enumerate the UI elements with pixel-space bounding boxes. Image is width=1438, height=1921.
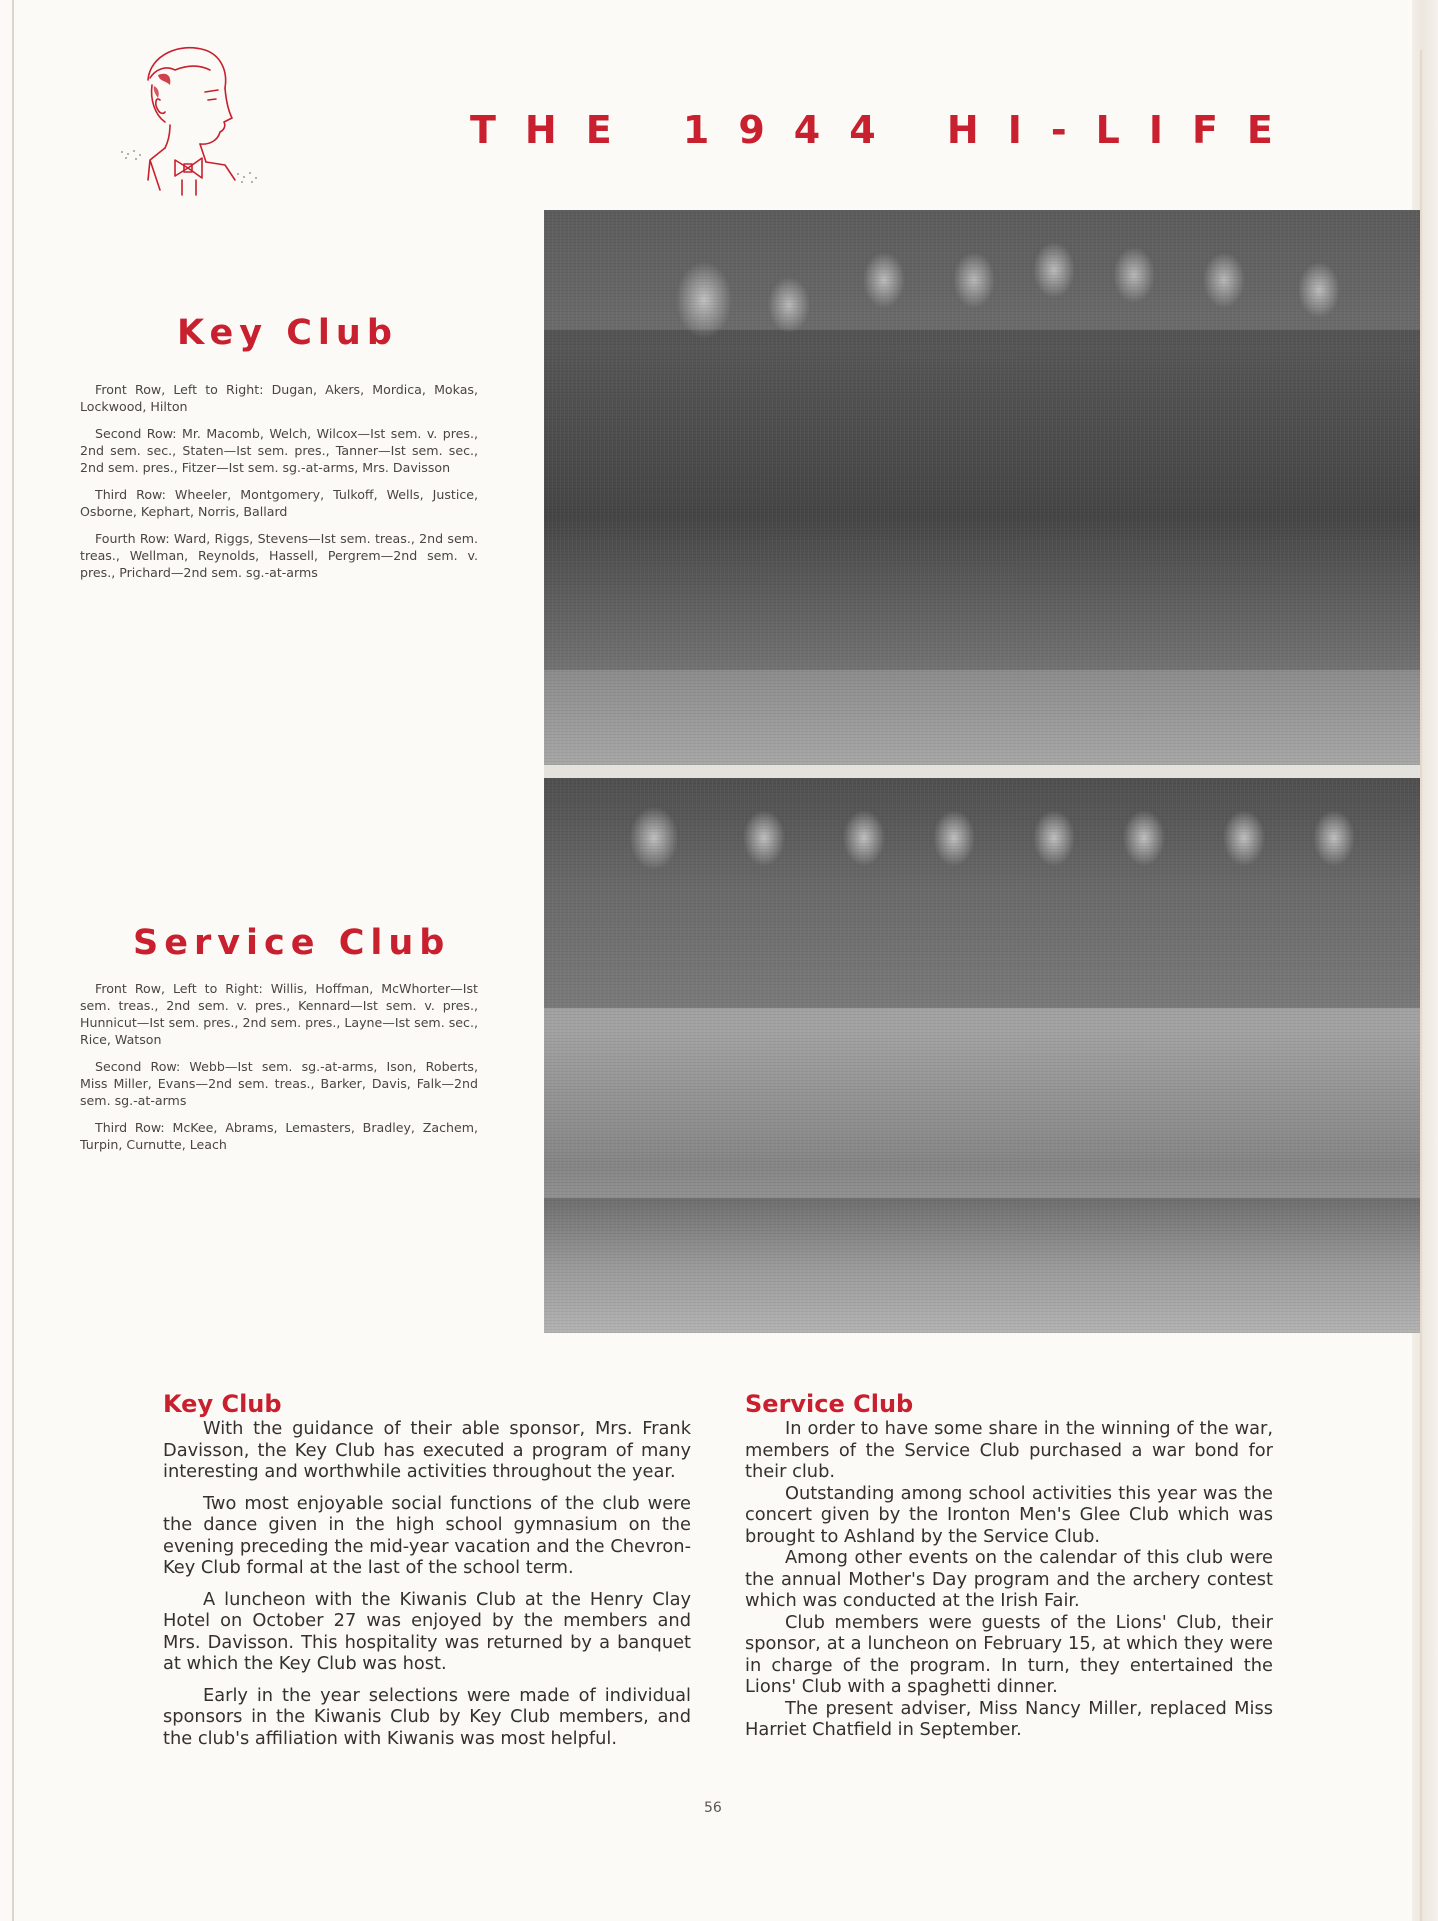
service-club-article [745, 1390, 1273, 1741]
page-edge-left [12, 0, 14, 1921]
running-head: THE 1944 HI-LIFE [470, 108, 1302, 152]
service-club-caption [80, 980, 478, 1163]
key-club-article-paragraph: Two most enjoyable social functions of the club were the dance given in the high school gymnasium on the evening preceding the mid-year vacation and the Chevron-Key Club formal at the last of the school term. [163, 1492, 691, 1578]
key-club-group-photo [544, 210, 1420, 765]
key-club-caption-front-row: Front Row, Left to Right: Dugan, Akers, Mordica, Mokas, Lockwood, Hilton [80, 382, 478, 414]
key-club-caption-fourth-row: Fourth Row: Ward, Riggs, Stevens—Ist sem. treas., 2nd sem. treas., Wellman, Reynolds, Hassell, Pergrem—2nd sem. v. pres., Prichard—2nd sem. sg.-at-arms [80, 531, 478, 580]
mascot-sketch-icon [110, 30, 270, 200]
service-club-article-paragraph: The present adviser, Miss Nancy Miller, replaced Miss Harriet Chatfield in September. [745, 1697, 1273, 1740]
key-club-article-paragraph: A luncheon with the Kiwanis Club at the Henry Clay Hotel on October 27 was enjoyed by the members and Mrs. Davisson. This hospitality was returned by a banquet at which the Key Club was host. [163, 1588, 691, 1674]
service-club-caption-third-row: Third Row: McKee, Abrams, Lemasters, Bradley, Zachem, Turpin, Curnutte, Leach [80, 1120, 478, 1152]
service-club-caption-front-row: Front Row, Left to Right: Willis, Hoffman, McWhorter—Ist sem. treas., 2nd sem. v. pres., Kennard—Ist sem. v. pres., Hunnicut—Ist sem. pres., 2nd sem. pres., Layne—Ist sem. sec., Rice, Watson [80, 981, 478, 1047]
key-club-article-paragraph: With the guidance of their able sponsor, Mrs. Frank Davisson, the Key Club has executed a program of many interesting and worthwhile activities throughout the year. [163, 1418, 691, 1482]
key-club-caption-third-row: Third Row: Wheeler, Montgomery, Tulkoff, Wells, Justice, Osborne, Kephart, Norris, Ballard [80, 487, 478, 519]
photo-divider [544, 765, 1420, 778]
key-club-caption-second-row: Second Row: Mr. Macomb, Welch, Wilcox—Ist sem. v. pres., 2nd sem. sec., Staten—Ist sem. pres., Tanner—Ist sem. sec., 2nd sem. pres., Fitzer—Ist sem. sg.-at-arms, Mrs. Davisson [80, 426, 478, 475]
service-club-caption-second-row: Second Row: Webb—Ist sem. sg.-at-arms, Ison, Roberts, Miss Miller, Evans—2nd sem. treas., Barker, Davis, Falk—2nd sem. sg.-at-arms [80, 1059, 478, 1108]
service-club-article-paragraph: In order to have some share in the winning of the war, members of the Service Club purchased a war bond for their club. [745, 1418, 1273, 1482]
service-club-article-paragraph: Among other events on the calendar of this club were the annual Mother's Day program and the archery contest which was conducted at the Irish Fair. [745, 1547, 1273, 1611]
service-club-side-heading: Service Club [133, 923, 451, 963]
page-number: 56 [704, 1800, 722, 1816]
service-club-article-heading: Service Club [745, 1390, 914, 1418]
service-club-group-photo [544, 778, 1420, 1333]
service-club-article-paragraph: Outstanding among school activities this year was the concert given by the Ironton Men's Glee Club which was brought to Ashland by the Service Club. [745, 1482, 1273, 1547]
key-club-article-heading: Key Club [163, 1390, 282, 1418]
photo-grain [544, 210, 1420, 765]
key-club-caption [80, 381, 478, 591]
key-club-article [163, 1390, 691, 1759]
photo-grain [544, 778, 1420, 1333]
key-club-side-heading: Key Club [177, 313, 398, 353]
key-club-article-paragraph: Early in the year selections were made of individual sponsors in the Kiwanis Club by Key Club members, and the club's affiliation with Kiwanis was most helpful. [163, 1684, 691, 1749]
service-club-article-paragraph: Club members were guests of the Lions' Club, their sponsor, at a luncheon on February 15, at which they were in charge of the program. In turn, they entertained the Lions' Club with a spaghetti dinner. [745, 1611, 1273, 1697]
